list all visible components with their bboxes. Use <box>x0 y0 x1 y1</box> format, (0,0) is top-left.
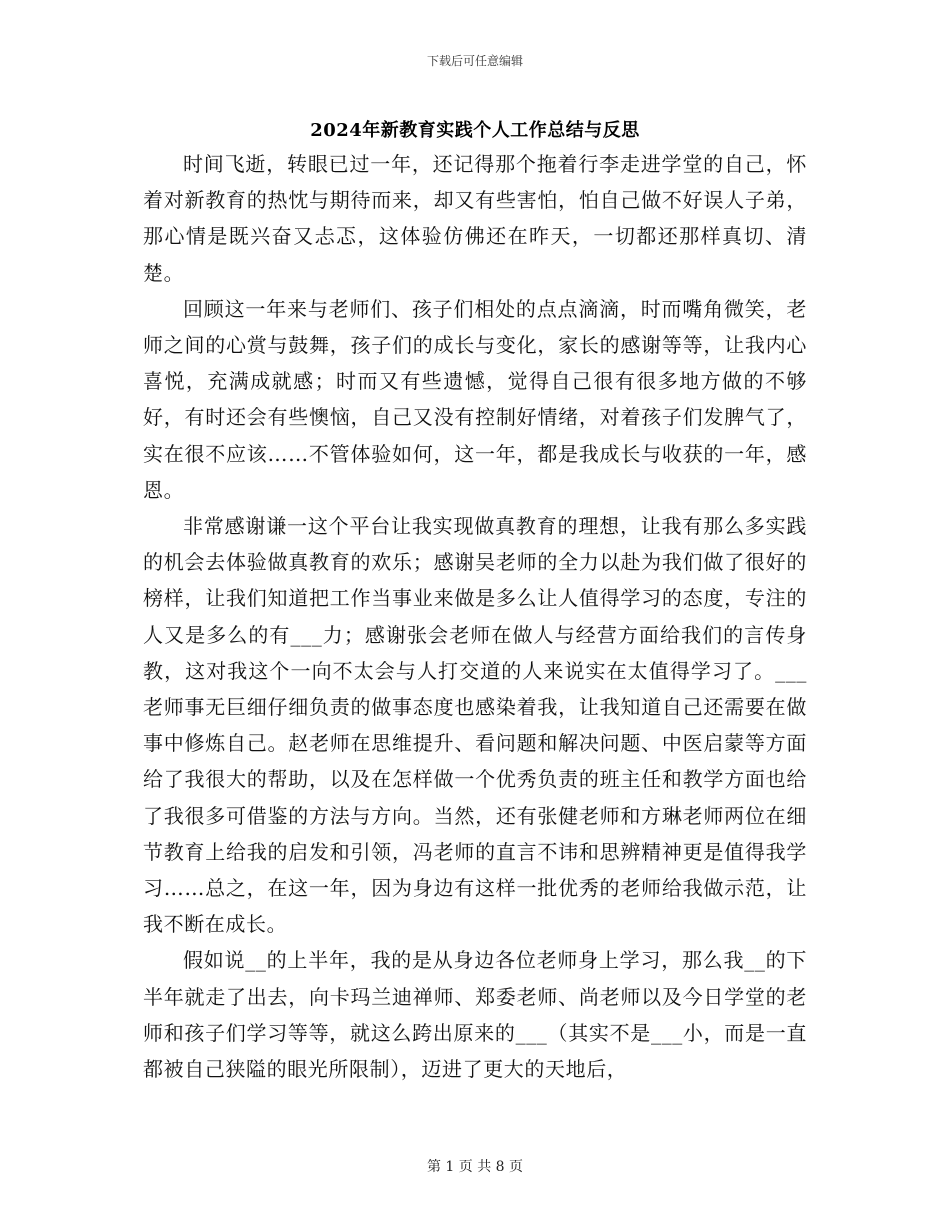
paragraph-4: 假如说__的上半年，我的是从身边各位老师身上学习，那么我__的下半年就走了出去，向卡玛兰迪禅师、郑委老师、尚老师以及今日学堂的老师和孩子们学习等等，就这么跨出原来的___（其实不是___小，而是一直都被自己狭隘的眼光所限制），迈进了更大的天地后， <box>143 948 807 1082</box>
document-title: 2024年新教育实践个人工作总结与反思 <box>310 120 640 141</box>
page-header-note: 下载后可任意编辑 <box>426 54 523 68</box>
document-body <box>143 146 807 1087</box>
paragraph-1: 时间飞逝，转眼已过一年，还记得那个拖着行李走进学堂的自己，怀着对新教育的热忱与期待而来，却又有些害怕，怕自己做不好误人子弟，那心情是既兴奋又忐忑，这体验仿佛还在昨天，一切都还那样真切、清楚。 <box>143 152 807 285</box>
paragraph-2: 回顾这一年来与老师们、孩子们相处的点点滴滴，时而嘴角微笑，老师之间的心赏与鼓舞，孩子们的成长与变化，家长的感谢等等，让我内心喜悦，充满成就感；时而又有些遗憾，觉得自己很有很多地方做的不够好，有时还会有些懊恼，自己又没有控制好情绪，对着孩子们发脾气了，实在很不应该……不管体验如何，这一年，都是我成长与收获的一年，感恩。 <box>143 296 807 502</box>
page-number: 第 1 页 共 8 页 <box>426 1159 524 1175</box>
paragraph-3: 非常感谢谦一这个平台让我实现做真教育的理想，让我有那么多实践的机会去体验做真教育的欢乐；感谢吴老师的全力以赴为我们做了很好的榜样，让我们知道把工作当事业来做是多么让人值得学习的态度，专注的人又是多么的有___力；感谢张会老师在做人与经营方面给我们的言传身教，这对我这个一向不太会与人打交道的人来说实在太值得学习了。___老师事无巨细仔细负责的做事态度也感染着我，让我知道自己还需要在做事中修炼自己。赵老师在思维提升、看问题和解决问题、中医启蒙等方面给了我很大的帮助，以及在怎样做一个优秀负责的班主任和教学方面也给了我很多可借鉴的方法与方向。当然，还有张健老师和方琳老师两位在细节教育上给我的启发和引领，冯老师的直言不讳和思辨精神更是值得我学习……总之，在这一年，因为身边有这样一批优秀的老师给我做示范，让我不断在成长。 <box>143 514 807 937</box>
